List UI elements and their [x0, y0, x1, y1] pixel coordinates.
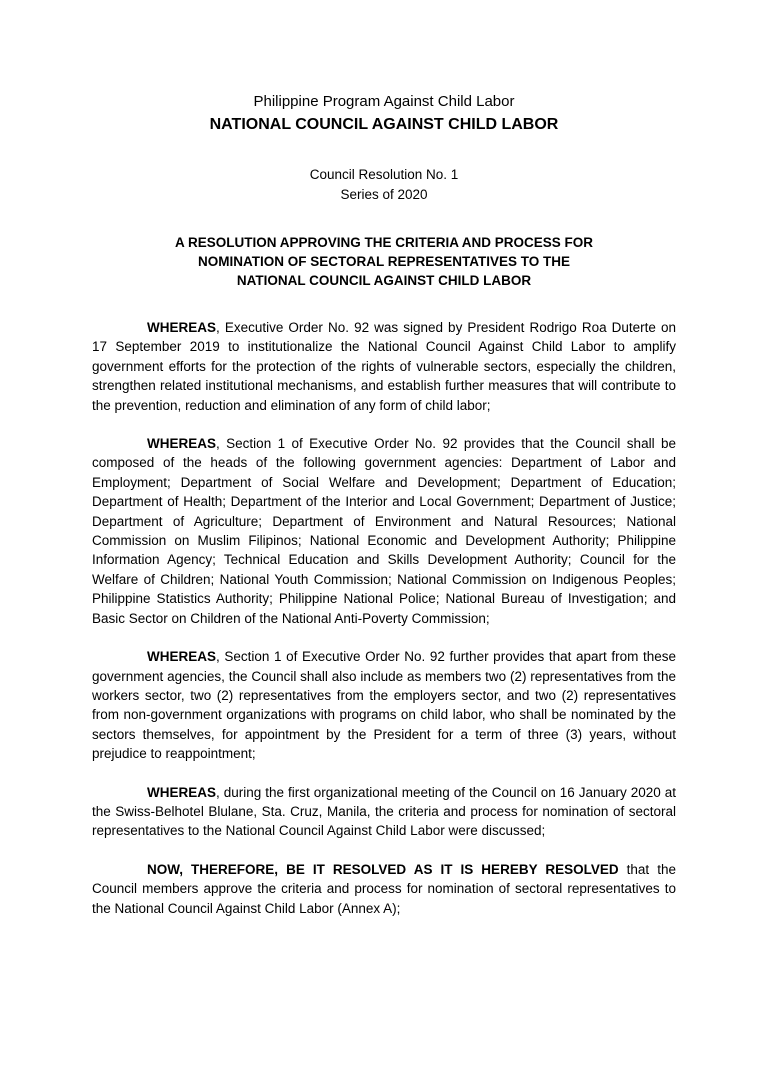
paragraph-lead: WHEREAS: [147, 436, 217, 452]
resolution-title: [0, 233, 768, 290]
paragraph-lead: WHEREAS: [147, 784, 217, 800]
resolved-paragraph: [92, 860, 676, 918]
paragraph-text: that the Council members approve the criteria and process for nomination of sectoral representatives to the National Council Against Child Labor (Annex A);: [92, 861, 676, 916]
paragraph-text: , during the first organizational meeting of the Council on 16 January 2020 at the Swiss-Belhotel Blulane, Sta. Cruz, Manila, the criteria and process for nomination of sectoral representatives to the National Council Against Child Labor were discussed;: [92, 784, 676, 839]
program-name: Philippine Program Against Child Labor: [253, 93, 515, 110]
title-line-3: NATIONAL COUNCIL AGAINST CHILD LABOR: [236, 273, 532, 288]
title-line-2: NOMINATION OF SECTORAL REPRESENTATIVES TO THE: [197, 254, 571, 269]
resolution-series: Series of 2020: [340, 187, 428, 202]
whereas-paragraph-3: [92, 647, 676, 763]
paragraph-lead: NOW, THEREFORE, BE IT RESOLVED AS IT IS HEREBY RESOLVED: [147, 861, 619, 877]
whereas-paragraph-1: [92, 318, 676, 415]
title-line-1: A RESOLUTION APPROVING THE CRITERIA AND PROCESS FOR: [174, 235, 594, 250]
resolution-block: [0, 165, 768, 205]
paragraph-text: , Executive Order No. 92 was signed by President Rodrigo Roa Duterte on 17 September 2019 to institutionalize the National Council Against Child Labor to amplify government efforts for the protection of the rights of vulnerable sectors, especially the children, strengthen related institutional mechanisms, and establish further measures that will contribute to the prevention, reduction and elimination of any form of child labor;: [92, 320, 676, 413]
resolution-number: Council Resolution No. 1: [309, 167, 459, 182]
council-name: NATIONAL COUNCIL AGAINST CHILD LABOR: [209, 116, 559, 133]
paragraph-text: , Section 1 of Executive Order No. 92 further provides that apart from these government agencies, the Council shall also include as members two (2) representatives from the workers sector, two (2) representatives from the employers sector, and two (2) representatives from non-government organizations with programs on child labor, who shall be nominated by the sectors themselves, for appointment by the President for a term of three (3) years, without prejudice to reappointment;: [92, 649, 676, 762]
resolution-body: [92, 318, 676, 937]
whereas-paragraph-4: [92, 783, 676, 841]
paragraph-text: , Section 1 of Executive Order No. 92 provides that the Council shall be composed of the heads of the following government agencies: Department of Labor and Employment; Department of Social Welfare and Development; Department of Education; Department of Health; Department of the Interior and Local Government; Department of Justice; Department of Agriculture; Department of Environment and Natural Resources; National Commission on Muslim Filipinos; National Economic and Development Authority; Philippine Information Agency; Technical Education and Skills Development Authority; Council for the Welfare of Children; National Youth Commission; National Commission on Indigenous Peoples; Philippine Statistics Authority; Philippine National Police; National Bureau of Investigation; and Basic Sector on Children of the National Anti-Poverty Commission;: [92, 436, 676, 626]
paragraph-lead: WHEREAS: [147, 649, 217, 665]
paragraph-lead: WHEREAS: [147, 320, 217, 335]
whereas-paragraph-2: [92, 434, 676, 628]
